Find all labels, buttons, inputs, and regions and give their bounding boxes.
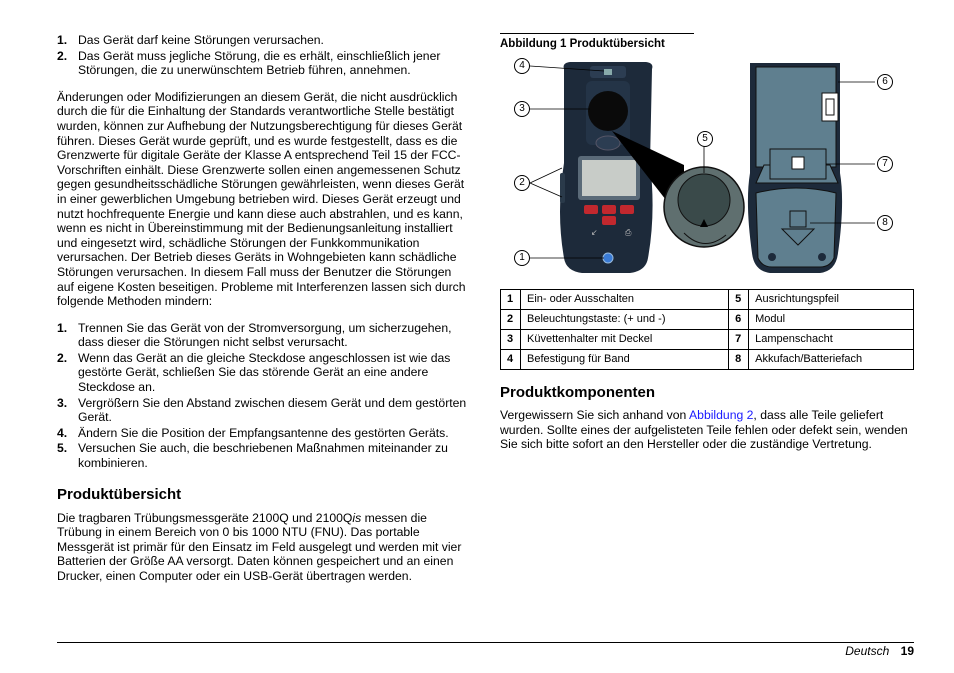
callout-5: 5 xyxy=(697,131,713,147)
product-overview-paragraph: Die tragbaren Trübungsmessgeräte 2100Q und 2100Qis messen die Trübung in einem Bereich von 0 bis 1000 NTU (FNU). Das portable Messgerät ist primär für den Einsatz im Feld ausgelegt und werden mit vier Batterien der Größe AA versorgt. Daten können gespeichert und an einen Drucker, einen Computer oder ein USB-Gerät übertragen werden. xyxy=(57,510,462,583)
section-heading-produktuebersicht: Produktübersicht xyxy=(57,485,182,503)
callout-6: 6 xyxy=(877,74,893,90)
figure-title: Abbildung 1 Produktübersicht xyxy=(500,33,694,49)
footer-language: Deutsch xyxy=(845,644,890,658)
footer-divider xyxy=(57,642,914,643)
figure-2-link[interactable]: Abbildung 2 xyxy=(689,408,754,422)
device-illustration xyxy=(500,53,914,285)
fcc-conditions-list xyxy=(57,33,471,78)
figure-legend-table xyxy=(500,289,914,370)
fcc-paragraph: Änderungen oder Modifizierungen an diesem Gerät, die nicht ausdrücklich durch die für die Einhaltung der Standards verantwortliche Stelle bestätigt wurden, können zur Aufhebung der Nutzungsberechtigung für dieses Gerät führen. Dieses Gerät wurde geprüft, und es wurde festgestellt, dass es die Grenzwerte für digitale Geräte der Klasse A entsprechend Teil 15 der FCC-Vorschriften einhält. Diese Grenzwerte sollen einen angemessenen Schutz gegen gesundheitsschädliche Störungen gewährleisten, wenn dieses Gerät in einer gewerblichen Umgebung betrieben wird. Dieses Gerät erzeugt und nutzt hochfrequente Energie und kann diese auch abstrahlen, und es kann, wenn es nicht in Übereinstimmung mit der Bedienungsanleitung installiert und eingesetzt wird, schädliche Störungen der Funkkommunikation verursachen. Der Betrieb dieses Geräts in Wohngebieten kann schädliche Störungen verursachen. In diesem Fall muss der Benutzer die Störungen auf eigene Kosten beseitigen. Probleme mit Interferenzen lassen sich durch folgende Methoden mindern: xyxy=(57,89,466,309)
callout-4: 4 xyxy=(514,58,530,74)
section-heading-produktkomponenten: Produktkomponenten xyxy=(500,384,656,401)
list-item: 3. Vergrößern Sie den Abstand zwischen diesem Gerät und dem gestörten Gerät. xyxy=(57,395,467,425)
list-item: 2. Das Gerät muss jegliche Störung, die es erhält, einschließlich jener Störungen, die zu unerwünschtem Betrieb führen, annehmen. xyxy=(57,48,441,78)
right-column xyxy=(500,33,914,452)
product-components-paragraph: Vergewissern Sie sich anhand von Abbildung 2, dass alle Teile geliefert wurden. Sollte eines der aufgelisteten Teile fehlen oder defekt sein, wenden Sie sich bitte sofort an den Hersteller oder die zuständige Vertretung. xyxy=(500,408,908,452)
callout-7: 7 xyxy=(877,156,893,172)
page-footer xyxy=(845,644,914,659)
table-row: 2 Beleuchtungstaste: (+ und -) 6 Modul xyxy=(501,310,914,330)
product-figure xyxy=(500,53,914,285)
device-front xyxy=(560,62,653,273)
svg-text:⎙: ⎙ xyxy=(625,228,632,237)
callout-2: 2 xyxy=(514,175,530,191)
svg-text:↙: ↙ xyxy=(591,228,598,237)
interference-measures-list xyxy=(57,321,471,471)
table-row: 3 Küvettenhalter mit Deckel 7 Lampenschacht xyxy=(501,330,914,350)
table-row: 1 Ein- oder Ausschalten 5 Ausrichtungspfeil xyxy=(501,290,914,310)
list-item: 1. Trennen Sie das Gerät von der Stromversorgung, um sicherzugehen, dass dieser die Störungen nicht selbst verursacht. xyxy=(57,320,452,350)
list-item: 2. Wenn das Gerät an die gleiche Steckdose angeschlossen ist wie das gestörte Gerät, schließen Sie das störende Gerät an eine andere Steckdose an. xyxy=(57,350,451,395)
callout-1: 1 xyxy=(514,250,530,266)
callout-8: 8 xyxy=(877,215,893,231)
table-row: 4 Befestigung für Band 8 Akkufach/Batteriefach xyxy=(501,350,914,370)
page-number: 19 xyxy=(900,644,914,658)
left-column xyxy=(57,33,471,584)
device-back xyxy=(748,63,842,273)
list-item: 4. Ändern Sie die Position der Empfangsantenne des gestörten Geräts. xyxy=(57,425,449,440)
list-item: 1. Das Gerät darf keine Störungen verursachen. xyxy=(57,33,324,47)
callout-3: 3 xyxy=(514,101,530,117)
list-item: 5. Versuchen Sie auch, die beschriebenen Maßnahmen miteinander zu kombinieren. xyxy=(57,441,448,471)
